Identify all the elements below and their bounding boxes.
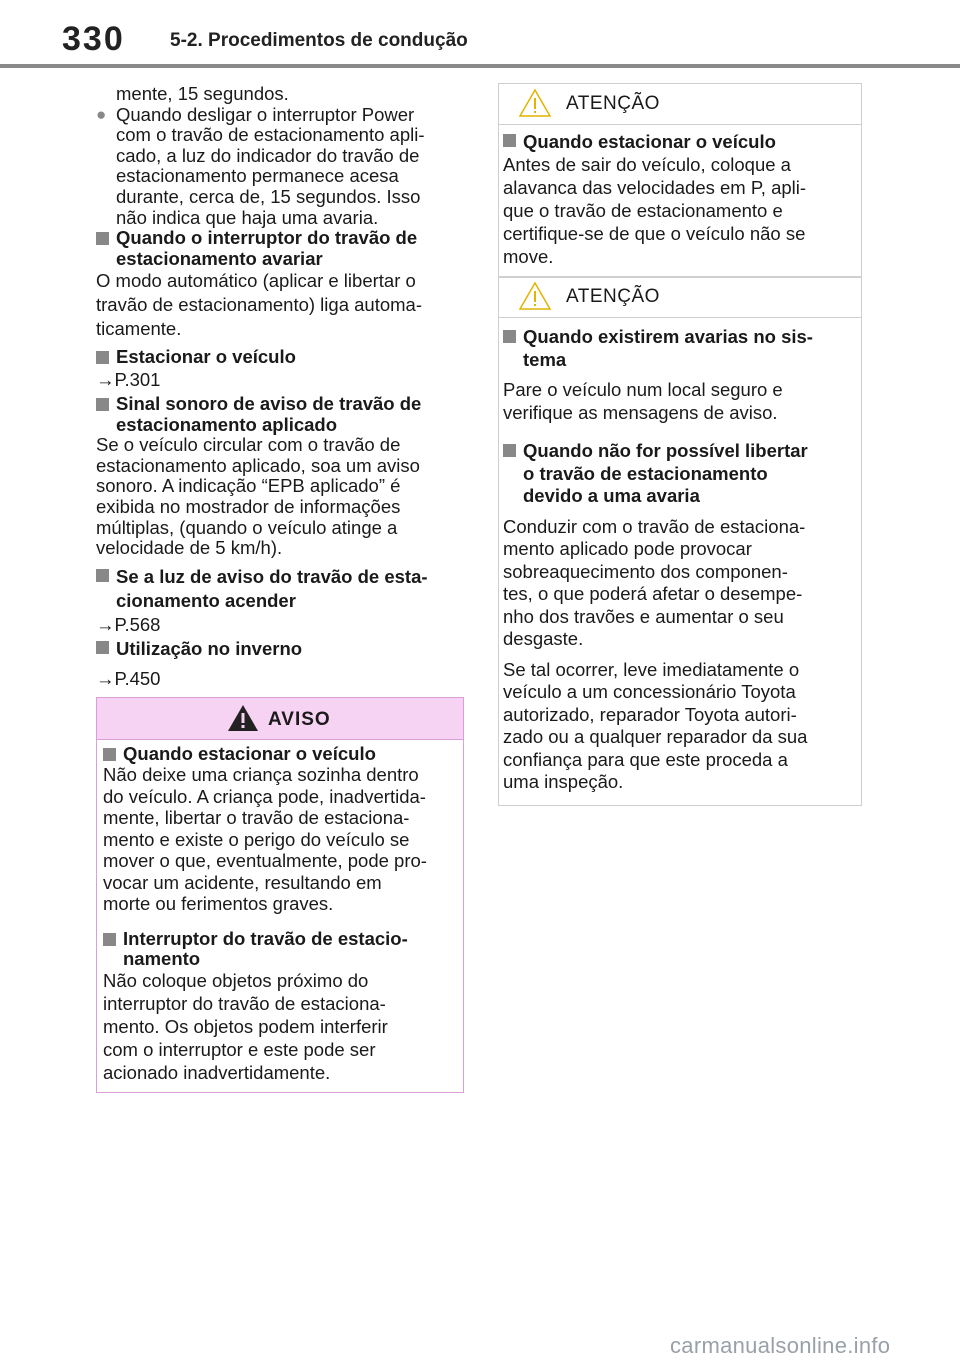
continued-text: mente, 15 segundos.: [116, 83, 289, 104]
square-bullet-icon: [96, 228, 116, 269]
attention-box-2-title: ATENÇÃO: [566, 286, 660, 307]
left-column: [96, 84, 468, 691]
ref-winter[interactable]: →P.450: [96, 667, 161, 689]
attention-box-2-header: [499, 276, 861, 318]
heading-parking: Estacionar o veículo: [96, 347, 468, 368]
attention-2-paragraph-2: Conduzir com o travão de estaciona- mento aplicado pode provocar sobreaquecimento dos componen- tes, o que poderá afetar o desempe- nho dos travões e aumentar o seu desgaste.: [503, 515, 806, 649]
ref-parking[interactable]: →P.301: [96, 368, 161, 390]
attention-box-2-body: [499, 318, 861, 794]
warning-box-header: [97, 698, 463, 740]
page-number: 330: [62, 20, 125, 58]
square-bullet-icon: [96, 565, 116, 613]
page-header: [0, 0, 960, 70]
warning-paragraph-1: Não deixe uma criança sozinha dentro do veículo. A criança pode, inadvertida- mente, libertar o travão de estaciona- mento e existe o perigo do veículo se mover o que, eventualmente, pode pro- vocar um acidente, resultando em morte ou ferimentos graves.: [103, 764, 427, 914]
watermark[interactable]: carmanualsonline.info: [670, 1333, 891, 1358]
attention-2-heading-2: Quando não for possível libertar o travão de estacionamento devido a uma avaria: [503, 440, 857, 508]
warning-heading-2: Interruptor do travão de estacio- namento: [103, 929, 457, 969]
attention-1-heading: Quando estacionar o veículo: [503, 130, 857, 153]
paragraph-buzzer: Se o veículo circular com o travão de estacionamento aplicado, soa um aviso sonoro. A indicação “EPB aplicado” é exibida no mostrador de informações múltiplas, (quando o veículo atinge a velocidade de 5 km/h).: [96, 434, 420, 559]
warning-triangle-icon: [227, 704, 259, 732]
heading-buzzer: Sinal sonoro de aviso de travão de estacionamento aplicado: [96, 394, 468, 435]
square-bullet-icon: [503, 326, 523, 371]
warning-box: [96, 697, 464, 1093]
attention-2-paragraph-3: Se tal ocorrer, leve imediatamente o veículo a um concessionário Toyota autorizado, reparador Toyota autori- zado ou a qualquer reparador da sua confiança para que este proceda a uma inspeção.: [503, 658, 808, 792]
attention-box-1: [498, 83, 862, 278]
bullet-text: Quando desligar o interruptor Power com o travão de estacionamento apli- cado, a luz do indicador do travão de estacionamento permanece acesa durante, cerca de, 15 segundos. Isso não indica que haja uma avaria.: [116, 103, 425, 228]
square-bullet-icon: [96, 394, 116, 435]
attention-box-2: [498, 276, 862, 806]
attention-2-heading-1: Quando existirem avarias no sis- tema: [503, 326, 857, 371]
attention-1-paragraph: Antes de sair do veículo, coloque a alavanca das velocidades em P, apli- que o travão de estacionamento e certifique-se de que o veículo não se move.: [503, 154, 807, 267]
square-bullet-icon: [503, 440, 523, 508]
bullet-dot-icon: ●: [96, 104, 107, 124]
square-bullet-icon: [503, 130, 523, 153]
heading-malfunction: Quando o interruptor do travão de estacionamento avariar: [96, 228, 468, 269]
square-bullet-icon: [96, 637, 116, 661]
header-rule: [0, 64, 960, 68]
caution-triangle-icon: [518, 88, 552, 118]
square-bullet-icon: [96, 347, 116, 368]
heading-winter: Utilização no inverno: [96, 637, 468, 661]
heading-warning-light: Se a luz de aviso do travão de esta- cionamento acender: [96, 565, 468, 613]
bullet-item: [96, 105, 468, 229]
warning-box-title: AVISO: [268, 709, 331, 730]
attention-box-1-body: [499, 125, 861, 268]
attention-2-paragraph-1: Pare o veículo num local seguro e verifique as mensagens de aviso.: [503, 379, 783, 423]
chapter-title: 5-2. Procedimentos de condução: [170, 30, 468, 51]
attention-box-1-title: ATENÇÃO: [566, 93, 660, 114]
warning-box-body: [97, 740, 463, 1084]
paragraph-malfunction: O modo automático (aplicar e libertar o travão de estacionamento) liga automa- ticamente.: [96, 270, 422, 340]
ref-warning-light[interactable]: →P.568: [96, 613, 161, 635]
warning-heading-1: Quando estacionar o veículo: [103, 744, 457, 764]
square-bullet-icon: [103, 929, 123, 969]
square-bullet-icon: [103, 744, 123, 764]
caution-triangle-icon: [518, 281, 552, 311]
attention-box-1-header: [499, 84, 861, 125]
warning-paragraph-2: Não coloque objetos próximo do interruptor do travão de estaciona- mento. Os objetos podem interferir com o interruptor e este pode ser acionado inadvertidamente.: [103, 969, 388, 1083]
